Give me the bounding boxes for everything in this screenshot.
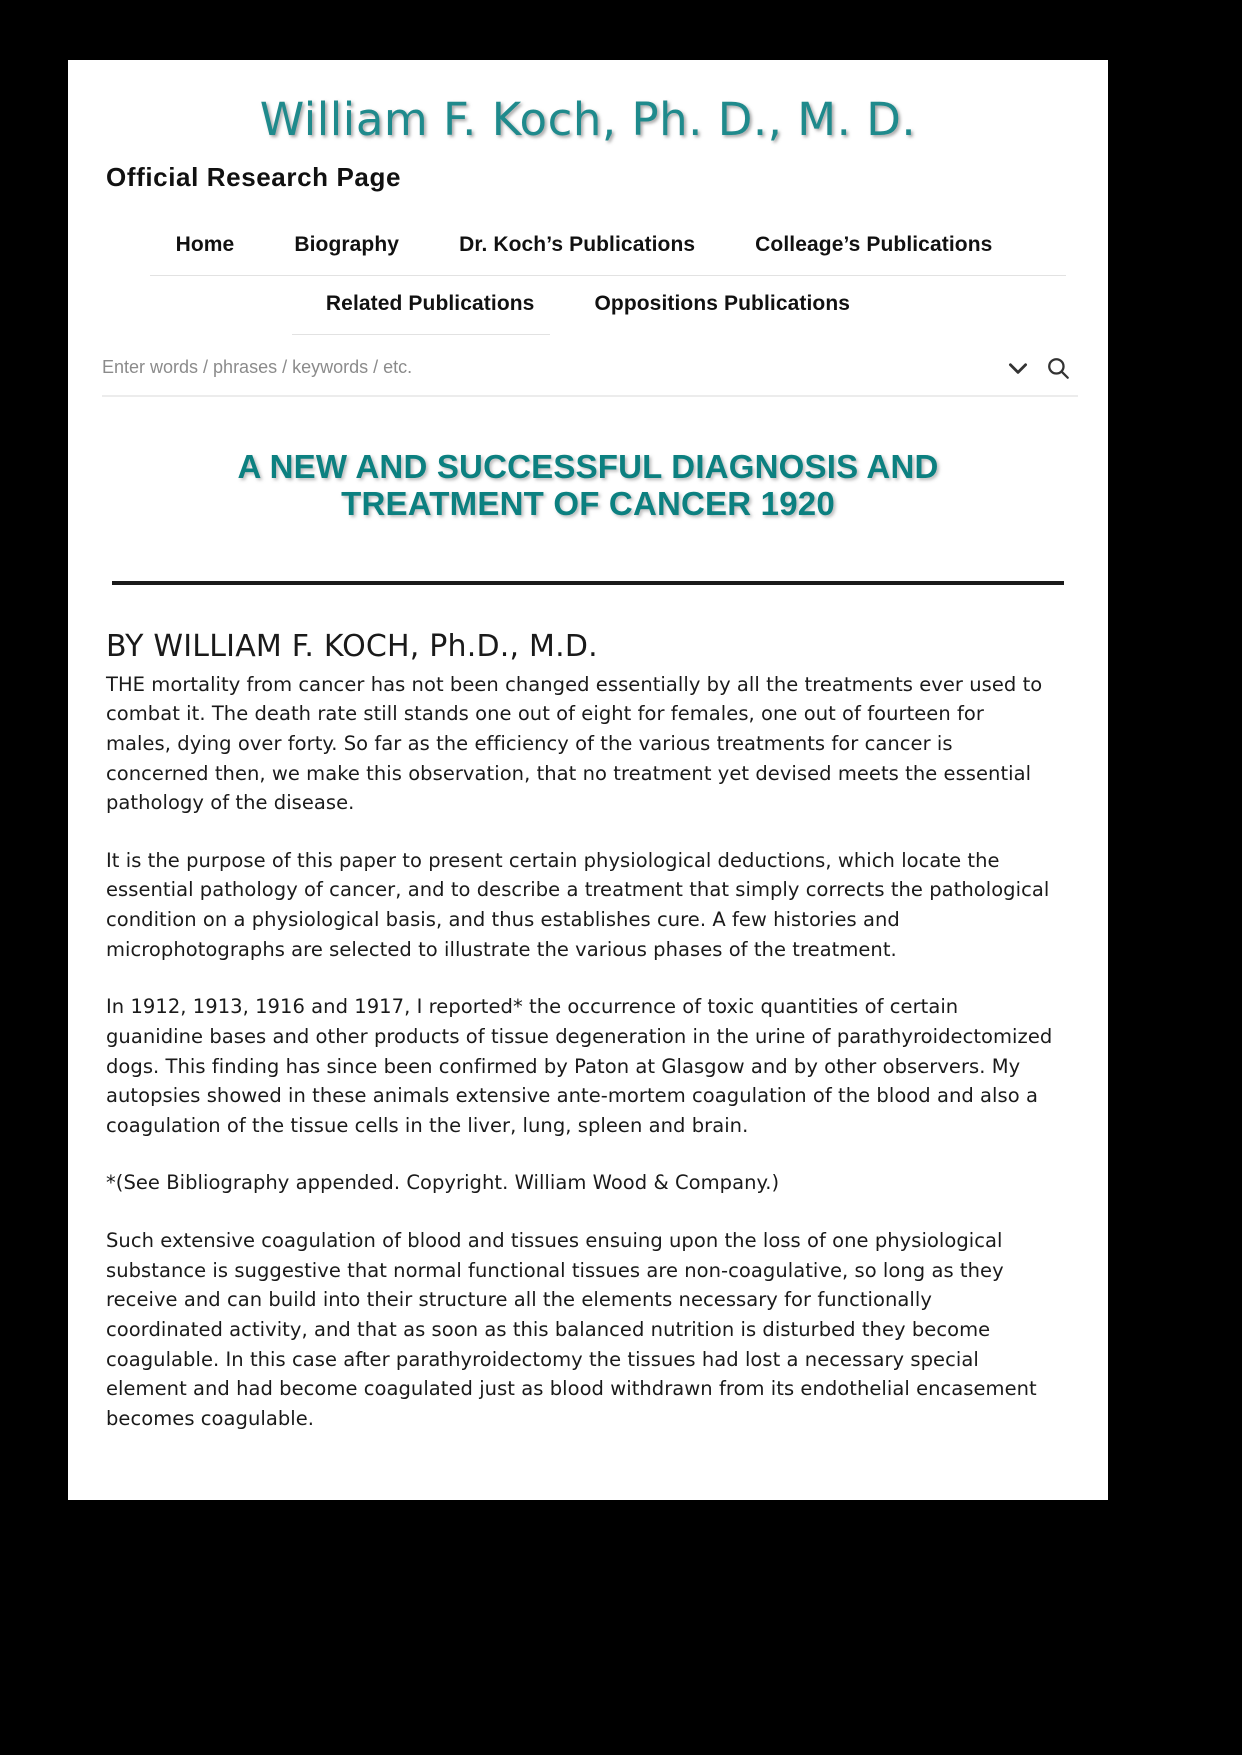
nav-row-primary (108, 229, 1068, 275)
article-footnote: *(See Bibliography appended. Copyright. William Wood & Company.) (106, 1171, 780, 1195)
nav-item-dr-kochs-publications[interactable]: Dr. Koch’s Publications (459, 232, 696, 256)
page-sheet (68, 60, 1108, 1500)
article-byline: BY WILLIAM F. KOCH, Ph.D., M.D. (106, 628, 598, 664)
site-header (68, 60, 1108, 193)
main-navigation (68, 229, 1108, 335)
search-input[interactable] (102, 353, 998, 382)
nav-item-oppositions-publications[interactable]: Oppositions Publications (594, 291, 851, 315)
search-icon[interactable] (1038, 351, 1078, 385)
article-title: A NEW AND SUCCESSFUL DIAGNOSIS AND TREATMENT OF CANCER 1920 (237, 447, 939, 522)
site-title: William F. Koch, Ph. D., M. D. (259, 93, 917, 146)
nav-item-biography[interactable]: Biography (294, 232, 400, 256)
nav-row-secondary (108, 276, 1068, 334)
site-subtitle: Official Research Page (106, 161, 401, 192)
chevron-down-icon[interactable] (998, 351, 1038, 385)
nav-item-colleages-publications[interactable]: Colleage’s Publications (755, 232, 993, 256)
search-divider (102, 395, 1078, 397)
article-paragraph: Such extensive coagulation of blood and tissues ensuing upon the loss of one physiological substance is suggestive that normal functional tissues are non-coagulative, so long as they receive and can build into their structure all the elements necessary for functionally coordinated activity, and that as soon as this balanced nutrition is disturbed they become coagulable. In this case after parathyroidectomy the tissues had lost a necessary special element and had become coagulated just as blood withdrawn from its endothelial encasement becomes coagulable. (106, 1229, 1037, 1430)
nav-item-related-publications[interactable]: Related Publications (325, 291, 535, 315)
article-paragraph: It is the purpose of this paper to present certain physiological deductions, which locate the essential pathology of cancer, and to describe a treatment that simply corrects the pathological condition on a physiological basis, and thus establishes cure. A few histories and microphotographs are selected to illustrate the various phases of the treatment. (106, 848, 1050, 961)
article-title-divider (112, 581, 1064, 585)
article-paragraph: In 1912, 1913, 1916 and 1917, I reported* the occurrence of toxic quantities of certain guanidine bases and other products of tissue degeneration in the urine of parathyroidectomized dogs. This finding has since been confirmed by Paton at Glasgow and by other observers. My autopsies showed in these animals extensive ante-mortem coagulation of the blood and also a coagulation of the tissue cells in the liver, lung, spleen and brain. (106, 995, 1053, 1137)
search-bar (68, 339, 1108, 395)
article (68, 449, 1108, 1434)
article-paragraph: THE mortality from cancer has not been changed essentially by all the treatments ever used to combat it. The death rate still stands one out of eight for females, one out of fourteen for males, dying over forty. So far as the efficiency of the various treatments for cancer is concerned then, we make this observation, that no treatment yet devised meets the essential pathology of the disease. (106, 672, 1043, 815)
nav-divider-secondary (292, 334, 550, 335)
nav-item-home[interactable]: Home (175, 232, 235, 256)
article-body (104, 670, 1072, 1434)
